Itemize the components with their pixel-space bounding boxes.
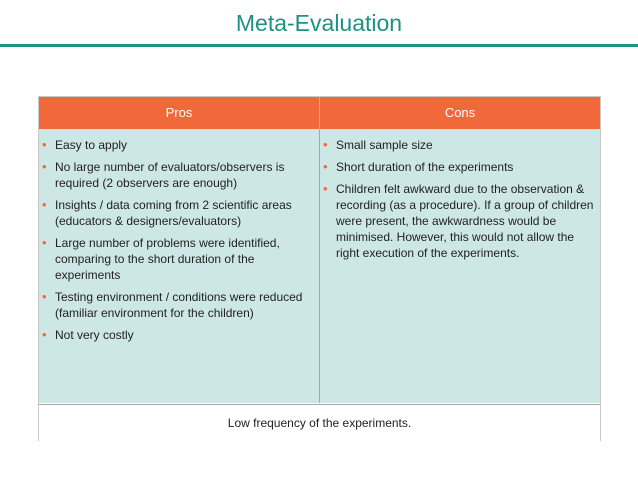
cons-list <box>320 137 595 267</box>
list-item: • No large number of evaluators/observers is required (2 observers are enough) <box>39 159 314 191</box>
pros-cons-table <box>38 96 601 441</box>
title-underline <box>0 44 638 47</box>
table-footer-row: Low frequency of the experiments. <box>39 404 600 441</box>
list-item: • Large number of problems were identified, comparing to the short duration of the experiments <box>39 235 314 283</box>
list-item: • Short duration of the experiments <box>320 159 595 175</box>
pros-header: Pros <box>165 105 193 120</box>
table-header-row <box>39 97 600 129</box>
cons-header: Cons <box>444 105 476 120</box>
list-item: • Children felt awkward due to the observation & recording (as a procedure). If a group of children were present, the awkwardness would be minimised. However, this would not allow the right execution of the experiments. <box>320 181 595 261</box>
list-item: • Not very costly <box>39 327 314 343</box>
list-item: • Easy to apply <box>39 137 314 153</box>
list-item: • Small sample size <box>320 137 595 153</box>
list-item: • Testing environment / conditions were reduced (familiar environment for the children) <box>39 289 314 321</box>
pros-list <box>39 137 314 349</box>
slide-title: Meta-Evaluation <box>235 10 403 36</box>
list-item: • Insights / data coming from 2 scientific areas (educators & designers/evaluators) <box>39 197 314 229</box>
